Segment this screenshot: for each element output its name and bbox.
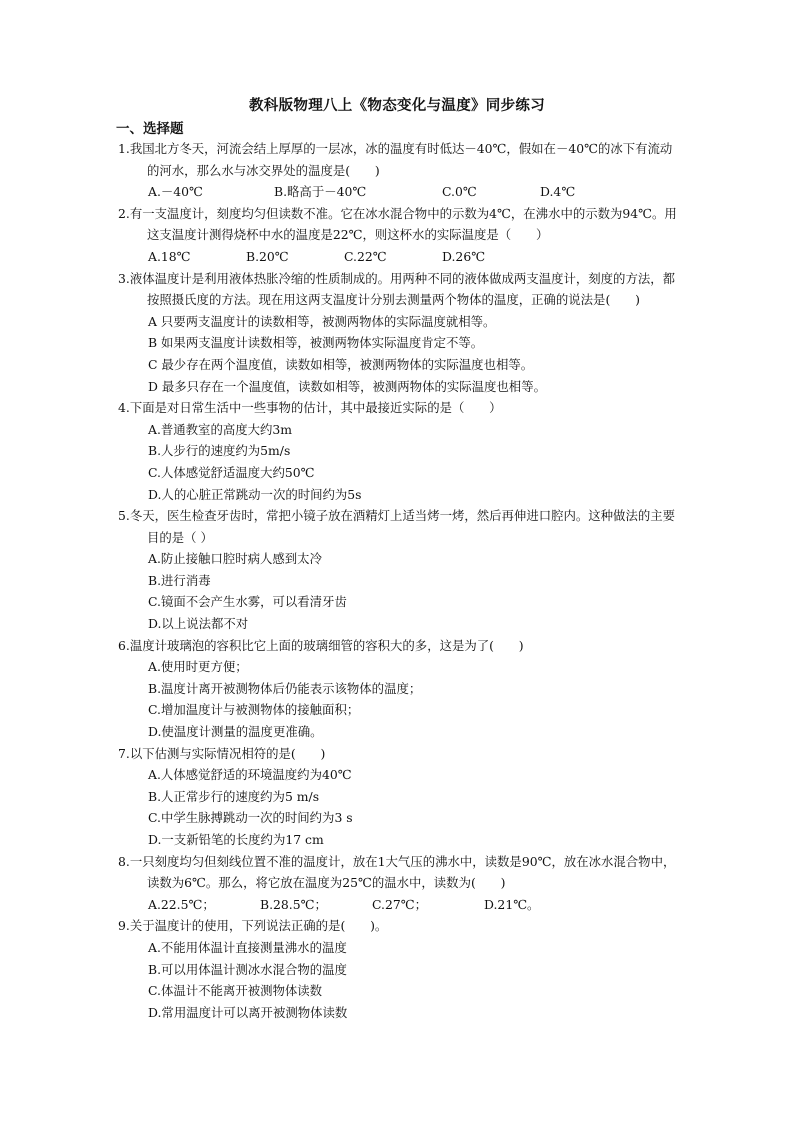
option-d: D.常用温度计可以离开被测物体读数	[148, 1004, 348, 1020]
option-a: A.不能用体温计直接测量沸水的温度	[148, 939, 347, 955]
option-d: D.以上说法都不对	[148, 616, 249, 632]
option-a: A.18℃	[148, 248, 191, 264]
question-8	[118, 851, 678, 916]
question-stem: 1.我国北方冬天，河流会结上厚厚的一层冰，冰的温度有时低达－40℃，假如在－40℃的冰下有流动的河水，那么水与冰交界处的温度是( )	[118, 141, 673, 178]
option-row	[118, 181, 678, 203]
question-1	[118, 138, 678, 203]
document-title: 教科版物理八上《物态变化与温度》同步练习	[249, 97, 545, 114]
option-b: B.28.5℃；	[260, 896, 327, 912]
option-c: C 最少存在两个温度值，读数如相等，被测两物体的实际温度也相等。	[148, 356, 534, 372]
question-list	[118, 138, 678, 1023]
question-stem: 5.冬天，医生检查牙齿时，常把小镜子放在酒精灯上适当烤一烤，然后再伸进口腔内。这种做法的主要目的是（ ）	[118, 508, 676, 545]
question-3	[118, 268, 678, 398]
option-d: D.一支新铅笔的长度约为17 cm	[148, 832, 324, 847]
option-a: A.22.5℃；	[148, 896, 215, 912]
question-6	[118, 635, 678, 743]
option-d: D.使温度计测量的温度更准确。	[148, 724, 323, 740]
question-stem: 3.液体温度计是利用液体热胀冷缩的性质制成的。用两种不同的液体做成两支温度计，刻度的方法，都按照摄氏度的方法。现在用这两支温度计分别去测量两个物体的温度，正确的说法是( )	[118, 270, 676, 308]
option-d: D.21℃。	[484, 896, 540, 912]
option-a: A.人体感觉舒适的环境温度约为40℃	[148, 767, 352, 783]
question-9	[118, 915, 678, 1023]
option-b: B.20℃	[246, 248, 289, 264]
option-a: A.防止接触口腔时病人感到太冷	[148, 551, 322, 567]
option-d: D.人的心脏正常跳动一次的时间约为5s	[148, 486, 362, 502]
question-stem: 9.关于温度计的使用，下列说法正确的是( )。	[118, 918, 388, 934]
option-row	[118, 894, 678, 916]
option-a: A 只要两支温度计的读数相等，被测两物体的实际温度就相等。	[148, 313, 496, 329]
question-4	[118, 397, 678, 505]
option-b: B.略高于－40℃	[274, 184, 367, 200]
question-stem: 6.温度计玻璃泡的容积比它上面的玻璃细管的容积大的多，这是为了( )	[118, 637, 524, 653]
option-b: B.进行消毒	[148, 572, 211, 588]
option-b: B.可以用体温计测冰水混合物的温度	[148, 961, 347, 977]
option-a: A.－40℃	[148, 184, 203, 200]
question-stem: 7.以下估测与实际情况相符的是( )	[118, 745, 326, 761]
option-c: C.镜面不会产生水雾，可以看清牙齿	[148, 594, 347, 610]
option-a: A.普通教室的高度大约3m	[148, 421, 293, 437]
question-stem: 4.下面是对日常生活中一些事物的估计，其中最接近实际的是（ ）	[118, 400, 502, 416]
option-c: C.人体感觉舒适温度大约50℃	[148, 464, 315, 480]
option-b: B.人步行的速度约为5m/s	[148, 443, 291, 459]
question-7	[118, 743, 678, 851]
option-c: C.22℃	[344, 248, 387, 264]
option-c: C.体温计不能离开被测物体读数	[148, 983, 323, 999]
option-d: D.4℃	[540, 184, 576, 200]
option-c: C.中学生脉搏跳动一次的时间约为3 s	[148, 810, 353, 826]
option-d: D 最多只存在一个温度值，读数如相等，被测两物体的实际温度也相等。	[148, 378, 546, 394]
option-c: C.0℃	[442, 184, 477, 200]
section-heading: 一、选择题	[116, 121, 184, 137]
question-5	[118, 505, 678, 635]
option-a: A.使用时更方便；	[148, 659, 248, 675]
question-stem: 2.有一支温度计，刻度均匀但读数不准。它在冰水混合物中的示数为4℃，在沸水中的示数为94℃。用这支温度计测得烧杯中水的温度是22℃，则这杯水的实际温度是（ ）	[118, 205, 677, 243]
question-2	[118, 203, 678, 268]
option-d: D.26℃	[442, 248, 486, 264]
option-c: C.27℃；	[372, 896, 427, 912]
option-b: B 如果两支温度计读数相等，被测两物体实际温度肯定不等。	[148, 335, 484, 351]
question-stem: 8.一只刻度均匀但刻线位置不准的温度计，放在1大气压的沸水中，读数是90℃，放在冰水混合物中，读数为6℃。那么，将它放在温度为25℃的温水中，读数为( )	[118, 853, 676, 891]
option-c: C.增加温度计与被测物体的接触面积；	[148, 702, 360, 718]
option-row	[118, 246, 678, 268]
option-b: B.温度计离开被测物体后仍能表示该物体的温度；	[148, 680, 422, 696]
option-b: B.人正常步行的速度约为5 m/s	[148, 788, 320, 804]
